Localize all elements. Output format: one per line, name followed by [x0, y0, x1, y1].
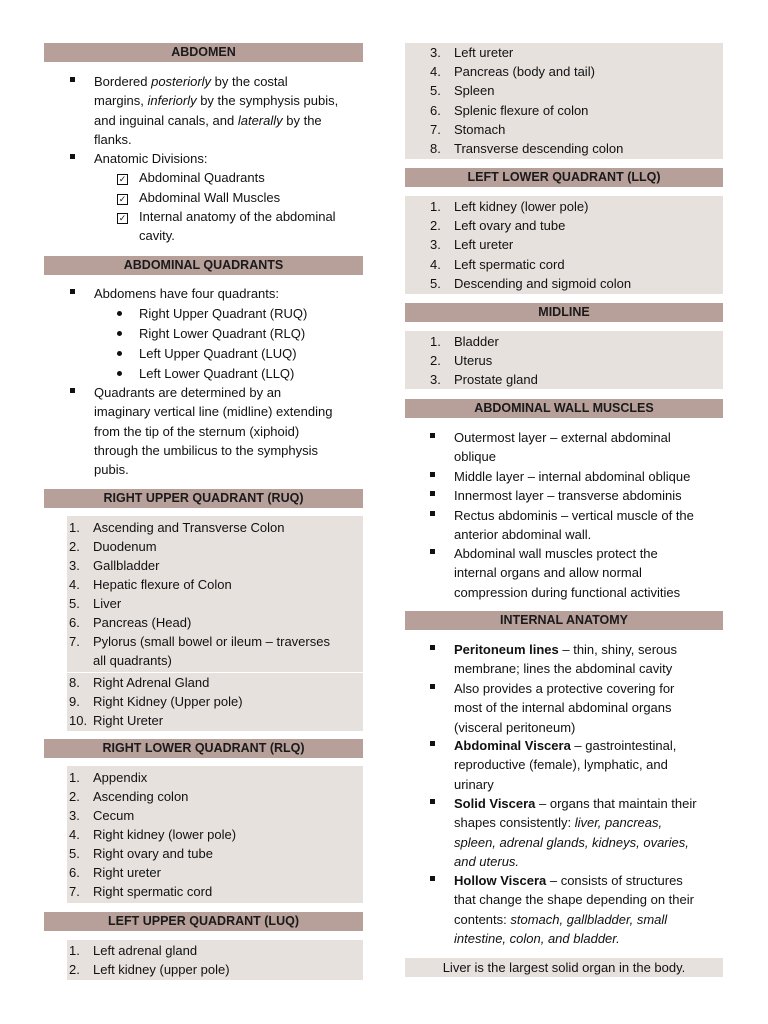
- round-bullet-icon: [117, 311, 122, 316]
- text-line: Internal anatomy of the abdominal: [139, 209, 336, 224]
- text-line: Peritoneum lines – thin, shiny, serous: [454, 642, 678, 657]
- square-bullet-icon: [430, 506, 435, 525]
- rlq-list: 1. Appendix 2. Ascending colon 3. Cecum 4. Right kidney (lower pole) 5. Right ovary and tube 6. Right ureter 7. Right spermatic cord: [67, 766, 363, 903]
- square-bullet-icon: [70, 72, 75, 91]
- text-line: internal organs and allow normal: [454, 565, 642, 581]
- square-bullet-icon: [430, 467, 435, 486]
- midline-list: 1. Bladder 2. Uterus 3. Prostate gland: [405, 331, 723, 389]
- text-line: Innermost layer – transverse abdominis: [454, 488, 682, 503]
- round-bullet-icon: [117, 331, 122, 336]
- text-line: contents: stomach, gallbladder, small: [454, 911, 668, 927]
- text-line: shapes consistently: liver, pancreas,: [454, 815, 663, 831]
- text-line: oblique: [454, 449, 496, 465]
- text-line: Abdominal Wall Muscles: [139, 190, 281, 205]
- text-line: intestine, colon, and bladder.: [454, 930, 620, 946]
- luq-list-part1: 1. Left adrenal gland 2. Left kidney (upper pole): [67, 940, 363, 980]
- round-bullet-icon: [117, 351, 122, 356]
- square-bullet-icon: [430, 544, 435, 563]
- text-line: Bordered posteriorly by the costal: [94, 74, 288, 89]
- text-line: Left Lower Quadrant (LLQ): [139, 366, 295, 381]
- checkbox-item: [117, 188, 367, 207]
- text-line: Rectus abdominis – vertical muscle of the: [454, 508, 694, 523]
- text-line: flanks.: [94, 131, 132, 147]
- square-bullet-icon: [430, 428, 435, 447]
- text-line: Outermost layer – external abdominal: [454, 430, 671, 445]
- text-line: and uterus.: [454, 853, 520, 869]
- text-line: cavity.: [139, 228, 175, 244]
- text-line: through the umbilicus to the symphysis: [94, 442, 318, 458]
- text-line: (visceral peritoneum): [454, 719, 576, 735]
- square-bullet-icon: [430, 679, 435, 698]
- text-line: from the tip of the sternum (xiphoid): [94, 423, 300, 439]
- section-header-rlq: RIGHT LOWER QUADRANT (RLQ): [44, 739, 363, 758]
- luq-list-part2: 3. Left ureter 4. Pancreas (body and tail) 5. Spleen 6. Splenic flexure of colon 7. Stomach 8. Transverse descending colon: [405, 43, 723, 159]
- text-line: anterior abdominal wall.: [454, 527, 592, 543]
- llq-list: 1. Left kidney (lower pole) 2. Left ovary and tube 3. Left ureter 4. Left spermatic cord 5. Descending and sigmoid colon: [405, 196, 723, 294]
- round-bullet-icon: [117, 371, 122, 376]
- text-line: most of the internal abdominal organs: [454, 700, 672, 716]
- text-line: Solid Viscera – organs that maintain their: [454, 796, 697, 811]
- footer-note: Liver is the largest solid organ in the body.: [405, 958, 723, 977]
- text-line: Abdominal wall muscles protect the: [454, 546, 658, 561]
- square-bullet-icon: [70, 284, 75, 303]
- text-line: Abdomens have four quadrants:: [94, 286, 280, 301]
- ruq-list: 1. Ascending and Transverse Colon 2. Duodenum 3. Gallbladder 4. Hepatic flexure of Colon 5. Liver 6. Pancreas (Head) 7. Pylorus (small bowel or ileum – traverses all quadrants) 8. Right Adrenal Gland 9. Right Kidney (Upper pole) 10. Right Ureter: [67, 516, 363, 731]
- text-line: margins, inferiorly by the symphysis pubis,: [94, 93, 339, 109]
- section-header-llq: LEFT LOWER QUADRANT (LLQ): [405, 168, 723, 187]
- section-header-abdomen: ABDOMEN: [44, 43, 363, 62]
- square-bullet-icon: [70, 383, 75, 402]
- section-header-midline: MIDLINE: [405, 303, 723, 322]
- text-line: Also provides a protective covering for: [454, 681, 675, 696]
- text-line: membrane; lines the abdominal cavity: [454, 661, 673, 677]
- text-line: reproductive (female), lymphatic, and: [454, 757, 668, 773]
- square-bullet-icon: [430, 871, 435, 890]
- text-line: Anatomic Divisions:: [94, 151, 208, 166]
- text-line: that change the shape depending on their: [454, 892, 694, 908]
- text-line: compression during functional activities: [454, 584, 681, 600]
- text-line: Abdominal Quadrants: [139, 170, 265, 185]
- text-line: urinary: [454, 776, 494, 792]
- section-header-luq: LEFT UPPER QUADRANT (LUQ): [44, 912, 363, 931]
- checkbox-icon: ✓: [118, 174, 127, 184]
- checkbox-item: [117, 207, 367, 244]
- text-line: Left Upper Quadrant (LUQ): [139, 346, 297, 361]
- section-header-internal-anatomy: INTERNAL ANATOMY: [405, 611, 723, 630]
- section-header-ruq: RIGHT UPPER QUADRANT (RUQ): [44, 489, 363, 508]
- checkbox-icon: ✓: [118, 194, 127, 204]
- text-line: spleen, adrenal glands, kidneys, ovaries,: [454, 834, 689, 850]
- text-line: Right Upper Quadrant (RUQ): [139, 306, 308, 321]
- checkbox-item: [117, 168, 367, 187]
- text-line: imaginary vertical line (midline) extending: [94, 404, 333, 420]
- square-bullet-icon: [430, 640, 435, 659]
- text-line: Hollow Viscera – consists of structures: [454, 873, 683, 888]
- text-line: pubis.: [94, 462, 129, 478]
- square-bullet-icon: [430, 794, 435, 813]
- section-header-wall-muscles: ABDOMINAL WALL MUSCLES: [405, 399, 723, 418]
- text-line: Right Lower Quadrant (RLQ): [139, 326, 306, 341]
- checkbox-icon: ✓: [118, 213, 127, 223]
- text-line: Middle layer – internal abdominal oblique: [454, 469, 691, 484]
- section-header-quadrants: ABDOMINAL QUADRANTS: [44, 256, 363, 275]
- text-line: Abdominal Viscera – gastrointestinal,: [454, 738, 677, 753]
- square-bullet-icon: [430, 486, 435, 505]
- text-line: Quadrants are determined by an: [94, 385, 282, 400]
- square-bullet-icon: [70, 149, 75, 168]
- text-line: and inguinal canals, and laterally by the: [94, 112, 322, 128]
- square-bullet-icon: [430, 736, 435, 755]
